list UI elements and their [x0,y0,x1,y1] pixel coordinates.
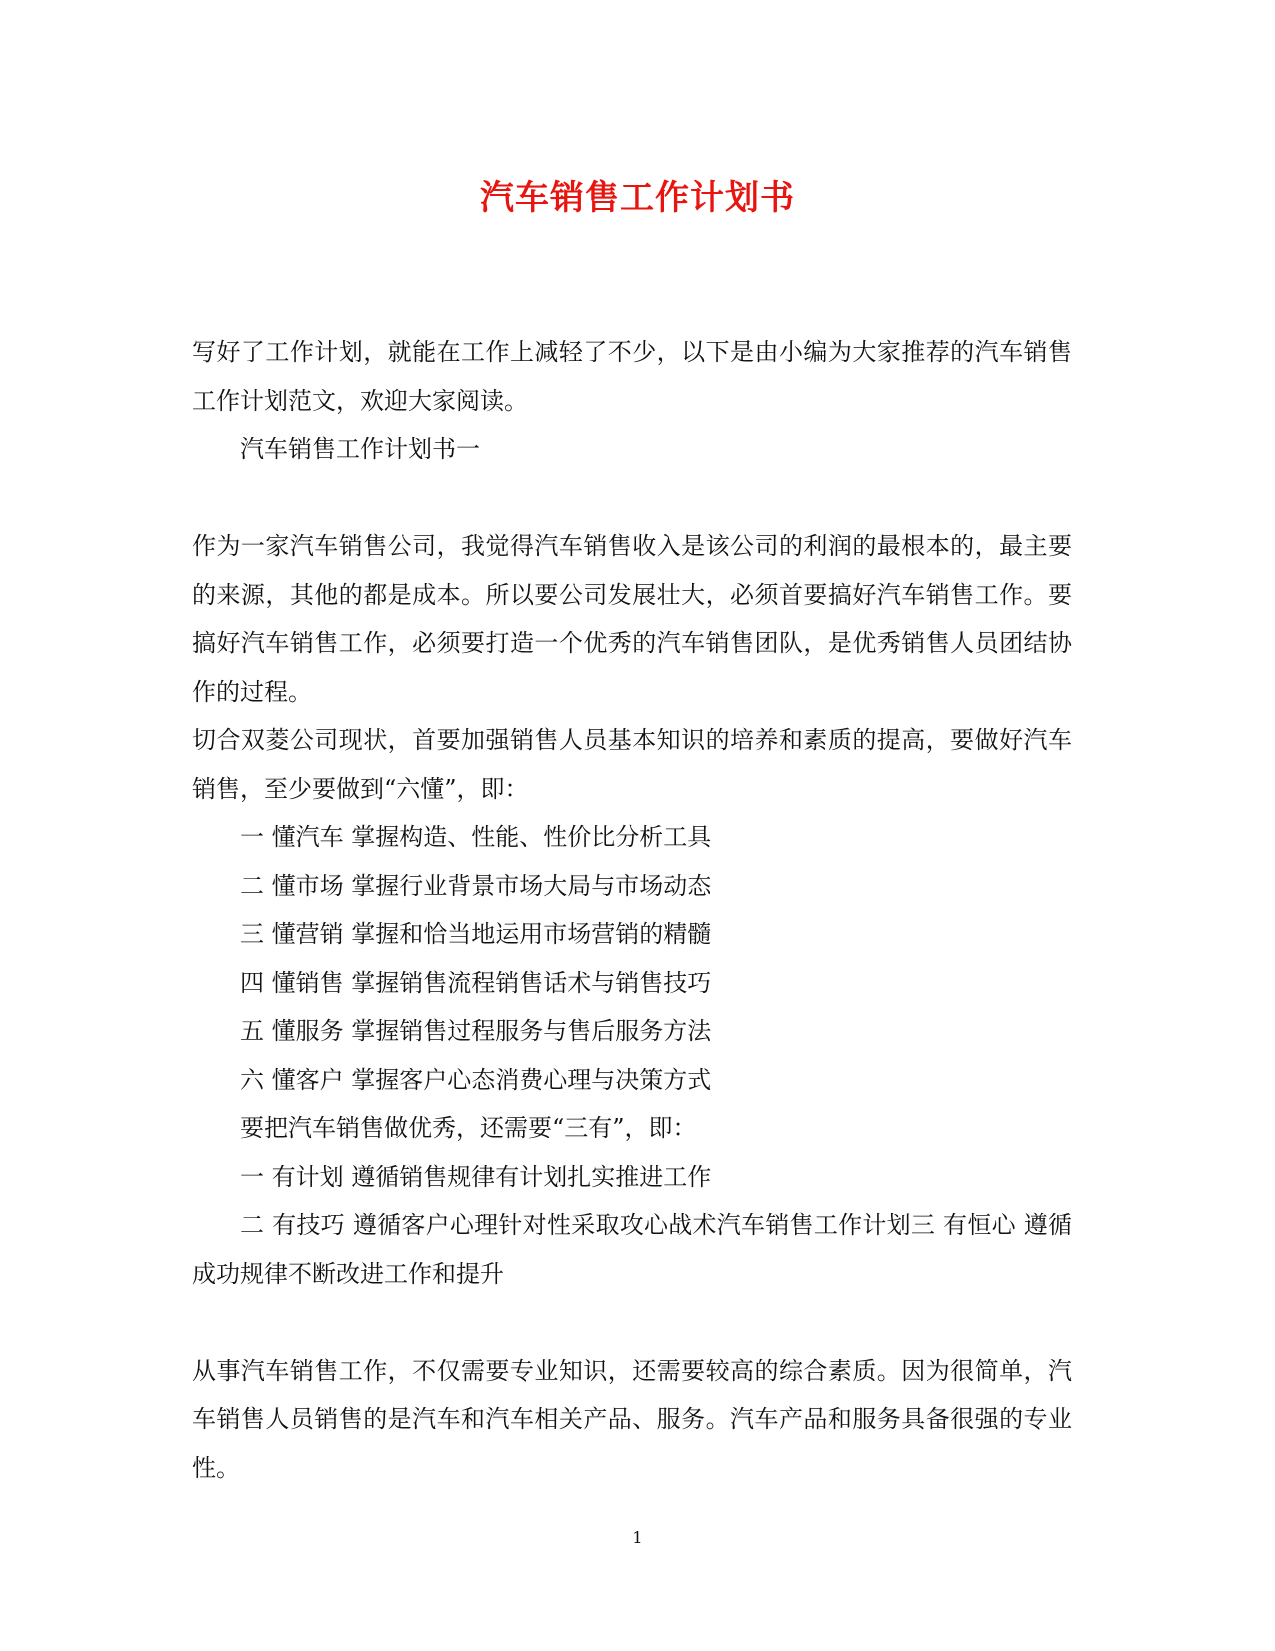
body-paragraph: 要把汽车销售做优秀，还需要“三有”，即： [240,1114,697,1142]
page-number: 1 [632,1528,643,1547]
list-item: 五 懂服务 掌握销售过程服务与售后服务方法 [240,1017,712,1045]
list-item: 一 懂汽车 掌握构造、性能、性价比分析工具 [240,823,712,851]
list-item: 二 有技巧 遵循客户心理针对性采取攻心战术汽车销售工作计划三 有恒心 遵循成功规律不断改进工作和提升 [192,1211,1072,1288]
list-item: 三 懂营销 掌握和恰当地运用市场营销的精髓 [240,920,712,948]
list-item: 二 懂市场 掌握行业背景市场大局与市场动态 [240,871,712,900]
list-item: 六 懂客户 掌握客户心态消费心理与决策方式 [240,1065,712,1094]
paragraph-spacer [192,1298,1072,1347]
list-item: 四 懂销售 掌握销售流程销售话术与销售技巧 [240,968,712,997]
list-item: 一 有计划 遵循销售规律有计划扎实推进工作 [240,1162,712,1191]
intro-paragraph: 写好了工作计划，就能在工作上减轻了不少，以下是由小编为大家推荐的汽车销售工作计划范文，欢迎大家阅读。 [192,338,1072,415]
document-body [192,328,1072,1492]
body-paragraph: 作为一家汽车销售公司，我觉得汽车销售收入是该公司的利润的最根本的，最主要的来源，其他的都是成本。所以要公司发展壮大，必须首要搞好汽车销售工作。要搞好汽车销售工作，必须要打造一个优秀的汽车销售团队，是优秀销售人员团结协作的过程。 [192,532,1072,706]
body-paragraph: 切合双菱公司现状，首要加强销售人员基本知识的培养和素质的提高，要做好汽车销售，至少要做到“六懂”，即： [192,726,1072,803]
section-heading: 汽车销售工作计划书一 [240,435,480,463]
paragraph-spacer [192,474,1072,523]
document-title: 汽车销售工作计划书 [480,178,795,218]
body-paragraph: 从事汽车销售工作，不仅需要专业知识，还需要较高的综合素质。因为很简单，汽车销售人员销售的是汽车和汽车相关产品、服务。汽车产品和服务具备很强的专业性。 [192,1356,1072,1482]
